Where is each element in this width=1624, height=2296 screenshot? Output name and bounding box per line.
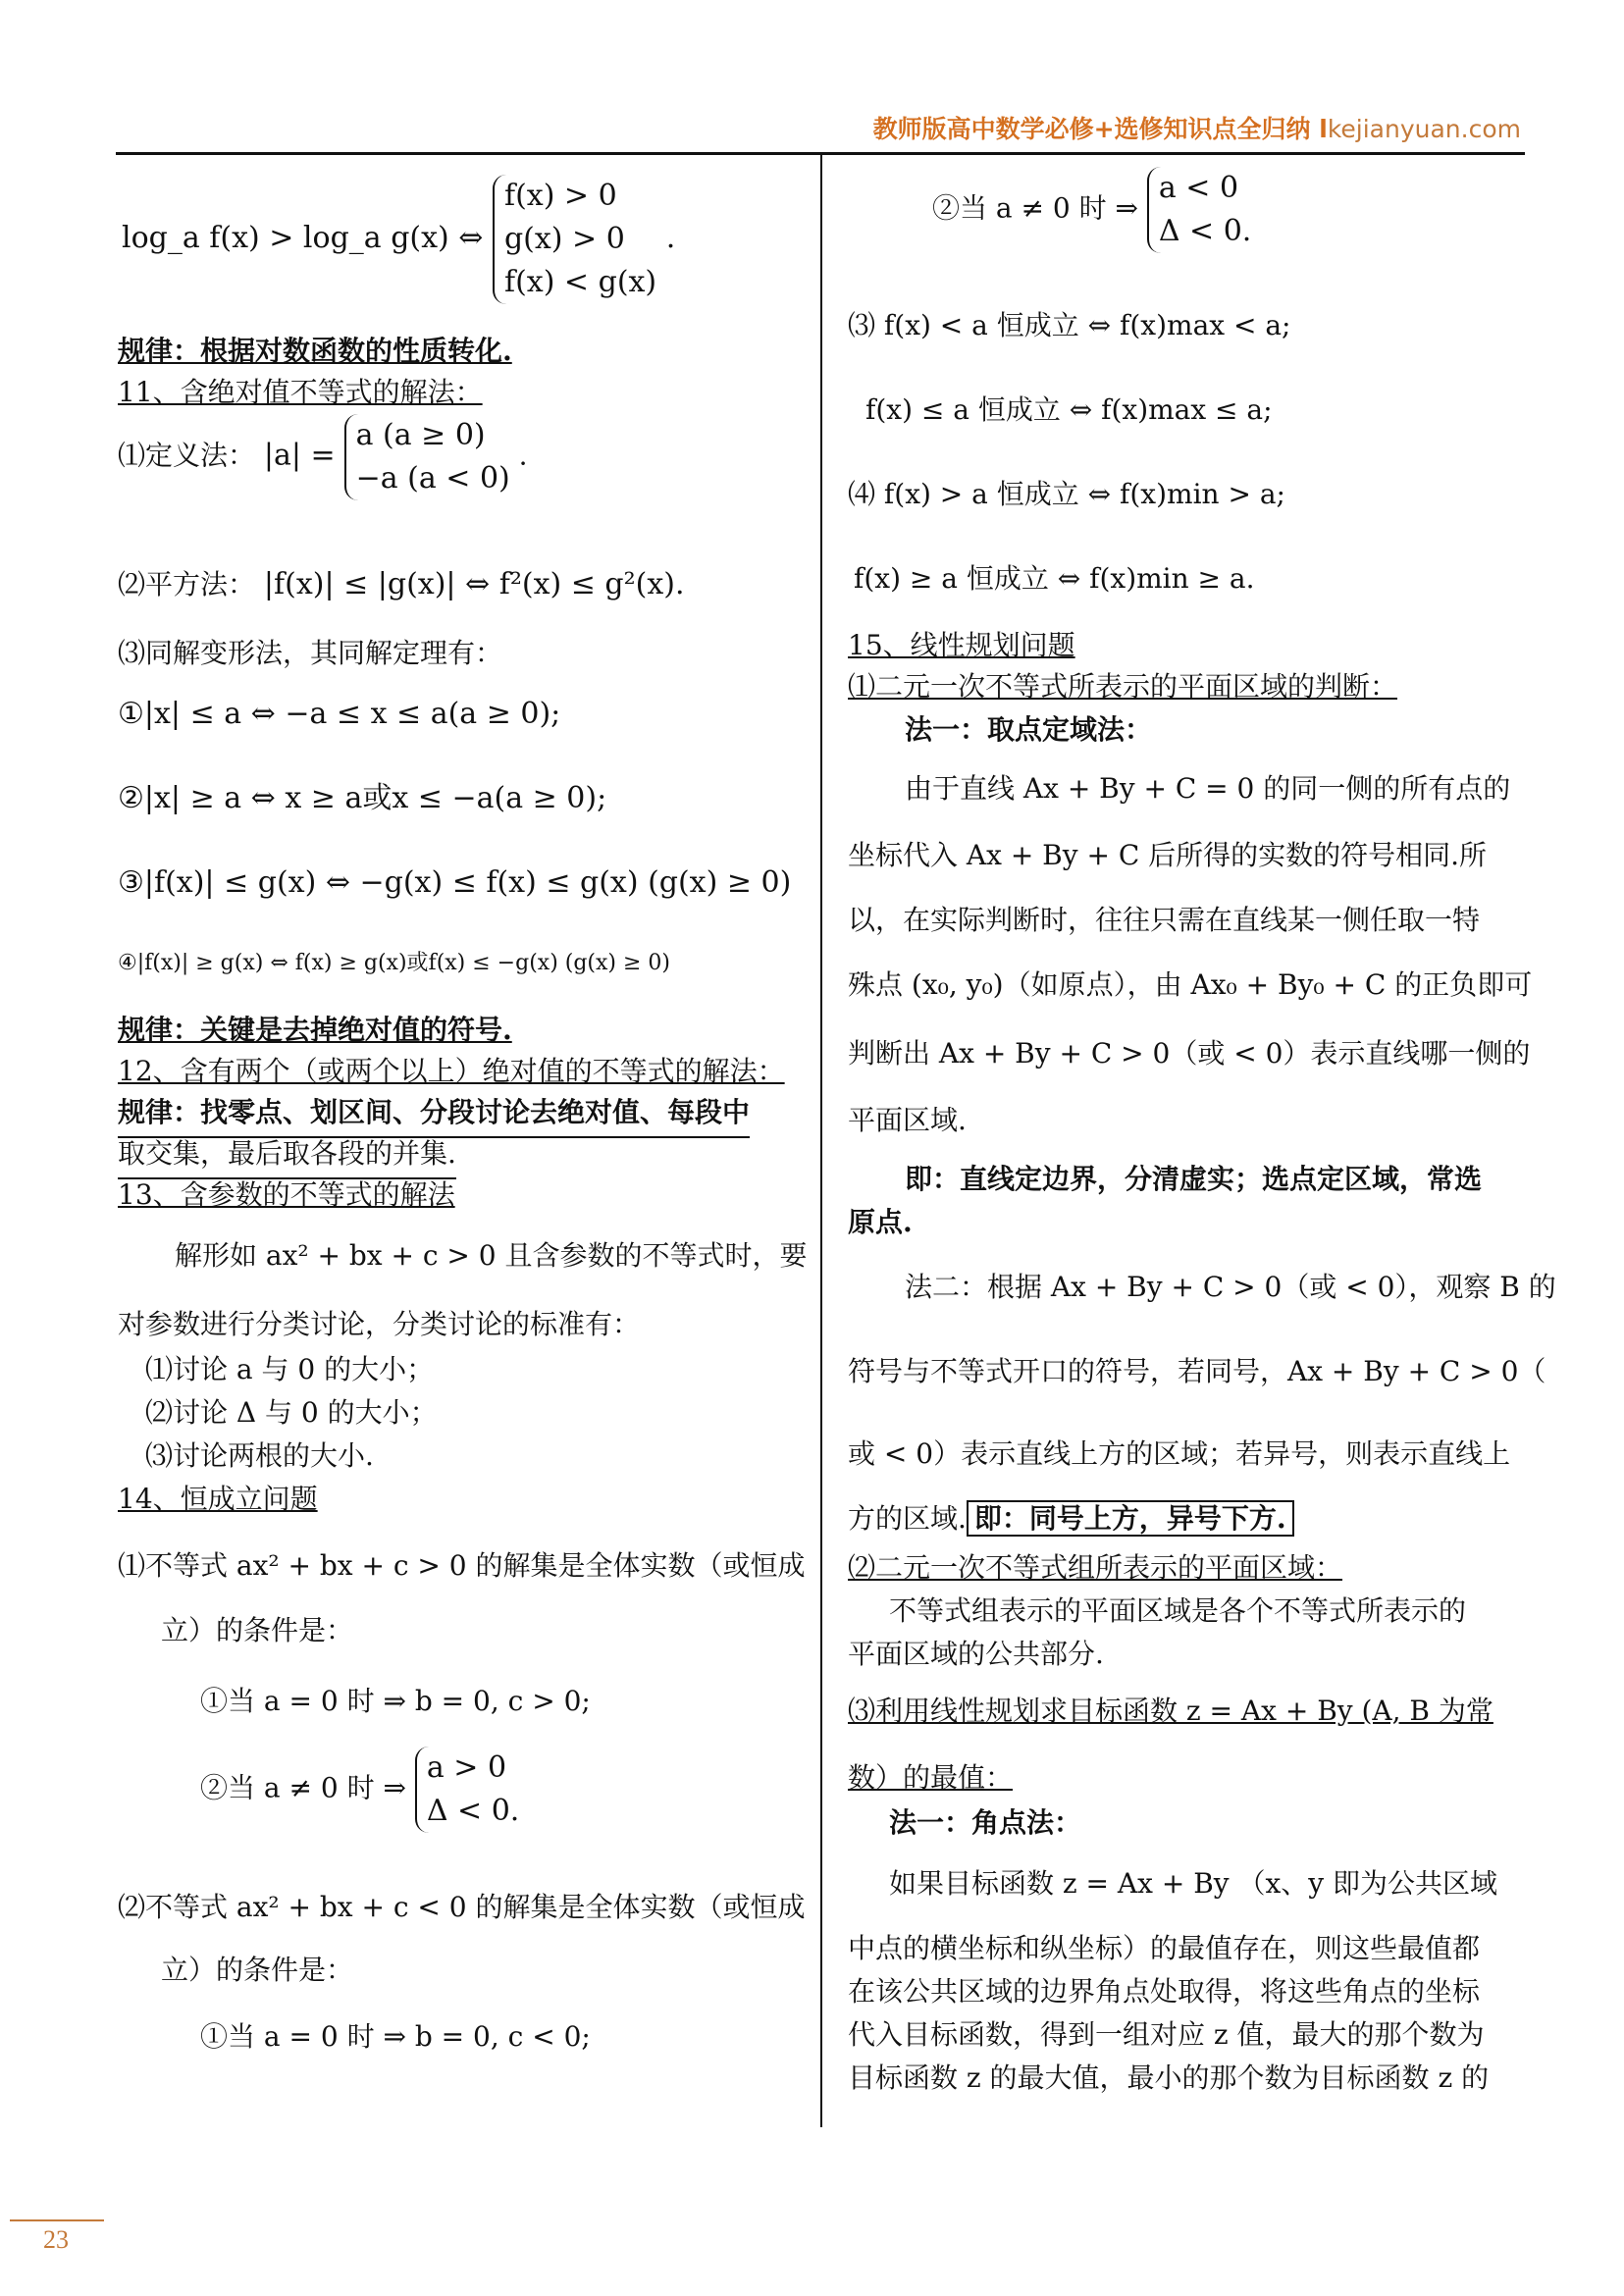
theorem-1: ①|x| ≤ a ⇔ −a ≤ x ≤ a(a ≥ 0); [118, 697, 561, 731]
method-1-line-3: 以，在实际判断时，往往只需在直线某一侧任取一特 [848, 904, 1481, 936]
method-1-line-4: 殊点 (x₀, y₀)（如原点），由 Ax₀ + By₀ + C 的正负即可 [848, 968, 1533, 1001]
section-15-title: 15、线性规划问题 [848, 629, 1075, 661]
method-1-line-5: 判断出 Ax + By + C > 0（或 < 0）表示直线哪一侧的 [848, 1037, 1531, 1070]
method-2-line-2: 符号与不等式开口的符号，若同号，Ax + By + C > 0（ [848, 1355, 1546, 1387]
method-2-line-4-text: 方的区域. [848, 1502, 967, 1535]
corner-paragraph-3: 在该公共区域的边界角点处取得，将这些角点的坐标 [848, 1975, 1481, 2008]
condition-1-nonzero-case-1: a > 0 [426, 1750, 507, 1785]
method-1-summary-2: 原点. [848, 1206, 913, 1238]
condition-2-case-a-zero: ①当 a = 0 时 ⇒ b = 0, c < 0; [200, 2020, 591, 2053]
condition-2-nonzero-case-1: a < 0 [1158, 171, 1239, 205]
log-case-1: f(x) > 0 [503, 179, 617, 213]
method-2-summary-box: 即：同号上方，异号下方. [967, 1500, 1294, 1537]
definition-label: ⑴定义法： [118, 439, 256, 472]
definition-case-1: a (a ≥ 0) [355, 418, 486, 452]
square-formula: |f(x)| ≤ |g(x)| ⇔ f²(x) ≤ g²(x). [263, 567, 685, 601]
discuss-1: ⑴讨论 a 与 0 的大小； [145, 1353, 435, 1385]
section-13-title: 13、含参数的不等式的解法 [118, 1178, 455, 1211]
section-12-title: 12、含有两个（或两个以上）绝对值的不等式的解法： [118, 1055, 785, 1087]
rule-abs: 规律：关键是去掉绝对值的符号. [118, 1014, 512, 1046]
page-number: 23 [43, 2225, 69, 2254]
definition-lhs: |a| = [263, 438, 336, 473]
section-15-3-line-2: 数）的最值： [848, 1761, 1014, 1794]
condition-1-case-a-zero: ①当 a = 0 时 ⇒ b = 0, c > 0; [200, 1685, 591, 1717]
corner-paragraph-5: 目标函数 z 的最大值，最小的那个数为目标函数 z 的 [848, 2061, 1490, 2094]
definition-end: . [518, 439, 528, 472]
condition-1-nonzero-cases [415, 1747, 520, 1833]
condition-2-nonzero-lhs: ②当 a ≠ 0 时 ⇒ [932, 191, 1138, 225]
log-case-2: g(x) > 0 [503, 222, 625, 256]
column-divider [820, 155, 822, 2127]
method-1-line-6: 平面区域. [848, 1104, 967, 1136]
same-solution-label: ⑶同解变形法，其同解定理有： [118, 637, 503, 669]
method-1-line-2: 坐标代入 Ax + By + C 后所得的实数的符号相同.所 [848, 839, 1488, 871]
page-header [118, 110, 1521, 149]
max-condition-nonstrict: f(x) ≤ a 恒成立 ⇔ f(x)max ≤ a; [865, 393, 1273, 426]
condition-1-line-1: ⑴不等式 ax² + bx + c > 0 的解集是全体实数（或恒成 [118, 1549, 806, 1582]
section-11-title: 11、含绝对值不等式的解法： [118, 376, 483, 408]
condition-2-line-1: ⑵不等式 ax² + bx + c < 0 的解集是全体实数（或恒成 [118, 1891, 806, 1923]
max-condition-strict: ⑶ f(x) < a 恒成立 ⇔ f(x)max < a; [848, 309, 1291, 341]
discuss-2: ⑵讨论 Δ 与 0 的大小； [145, 1396, 438, 1429]
log-lhs: log_a f(x) > log_a g(x) ⇔ [122, 221, 484, 255]
region-paragraph-1: 不等式组表示的平面区域是各个不等式所表示的 [889, 1594, 1467, 1627]
condition-2-case-a-nonzero [932, 167, 1251, 253]
corner-paragraph-1: 如果目标函数 z = Ax + By （x、y 即为公共区域 [889, 1867, 1497, 1900]
section-14-title: 14、恒成立问题 [118, 1483, 318, 1515]
corner-method-title: 法一：角点法： [889, 1806, 1082, 1839]
theorem-2: ②|x| ≥ a ⇔ x ≥ a或x ≤ −a(a ≥ 0); [118, 781, 607, 815]
footer-rule [10, 2219, 104, 2221]
corner-paragraph-2: 中点的横坐标和纵坐标）的最值存在，则这些最值都 [848, 1932, 1481, 1964]
section-15-3-line-1: ⑶利用线性规划求目标函数 z = Ax + By (A, B 为常 [848, 1695, 1493, 1727]
condition-1-line-2: 立）的条件是： [161, 1614, 354, 1646]
log-cases [493, 175, 656, 304]
header-separator: l [1319, 115, 1328, 143]
corner-paragraph-4: 代入目标函数，得到一组对应 z 值，最大的那个数为 [848, 2018, 1485, 2051]
condition-2-nonzero-case-2: Δ < 0. [1158, 214, 1252, 248]
method-2-line-4 [848, 1497, 1294, 1540]
square-label: ⑵平方法： [118, 568, 256, 600]
log-equivalence [122, 175, 675, 304]
square-method [118, 563, 685, 606]
definition-case-2: −a (a < 0) [355, 461, 510, 496]
method-1-title: 法一：取点定域法： [905, 713, 1153, 746]
method-1-summary-1: 即：直线定边界，分清虚实；选点定区域，常选 [905, 1163, 1483, 1195]
definition-method [118, 414, 528, 500]
min-condition-nonstrict: f(x) ≥ a 恒成立 ⇔ f(x)min ≥ a. [854, 562, 1255, 595]
param-paragraph-2: 对参数进行分类讨论，分类讨论的标准有： [118, 1308, 641, 1340]
method-2-line-3: 或 < 0）表示直线上方的区域；若异号，则表示直线上 [848, 1437, 1511, 1470]
discuss-3: ⑶讨论两根的大小. [145, 1439, 374, 1472]
section-15-1-title: ⑴二元一次不等式所表示的平面区域的判断： [848, 670, 1398, 703]
definition-cases [344, 414, 510, 500]
condition-1-case-a-nonzero [200, 1747, 519, 1833]
rule-log: 规律：根据对数函数的性质转化. [118, 335, 512, 367]
param-paragraph-1: 解形如 ax² + bx + c > 0 且含参数的不等式时，要 [175, 1239, 808, 1272]
method-2-line-1: 法二：根据 Ax + By + C > 0（或 < 0），观察 B 的 [905, 1271, 1556, 1303]
min-condition-strict: ⑷ f(x) > a 恒成立 ⇔ f(x)min > a; [848, 478, 1285, 510]
section-15-2-title: ⑵二元一次不等式组所表示的平面区域： [848, 1551, 1343, 1584]
log-end: . [665, 221, 676, 255]
region-paragraph-2: 平面区域的公共部分. [848, 1638, 1104, 1670]
theorem-3: ③|f(x)| ≤ g(x) ⇔ −g(x) ≤ f(x) ≤ g(x) (g(x) ≥ 0) [118, 865, 792, 900]
theorem-4: ④|f(x)| ≥ g(x) ⇔ f(x) ≥ g(x)或f(x) ≤ −g(x) (g(x) ≥ 0) [118, 951, 671, 975]
rule-zeros-line-2: 取交集，最后取各段的并集. [118, 1132, 456, 1179]
condition-2-nonzero-cases [1147, 167, 1252, 253]
rule-zeros-text-1: 规律：找零点、划区间、分段讨论去绝对值、每段中 [118, 1096, 751, 1128]
rule-zeros-line-1 [118, 1091, 750, 1138]
log-case-3: f(x) < g(x) [503, 265, 657, 299]
method-1-line-1: 由于直线 Ax + By + C = 0 的同一侧的所有点的 [905, 772, 1511, 805]
header-site: kejianyuan.com [1327, 115, 1521, 143]
header-title: 教师版高中数学必修+选修知识点全归纳 [872, 115, 1311, 143]
condition-1-nonzero-case-2: Δ < 0. [426, 1794, 520, 1828]
condition-1-nonzero-lhs: ②当 a ≠ 0 时 ⇒ [200, 1771, 406, 1804]
condition-2-line-2: 立）的条件是： [161, 1954, 354, 1986]
